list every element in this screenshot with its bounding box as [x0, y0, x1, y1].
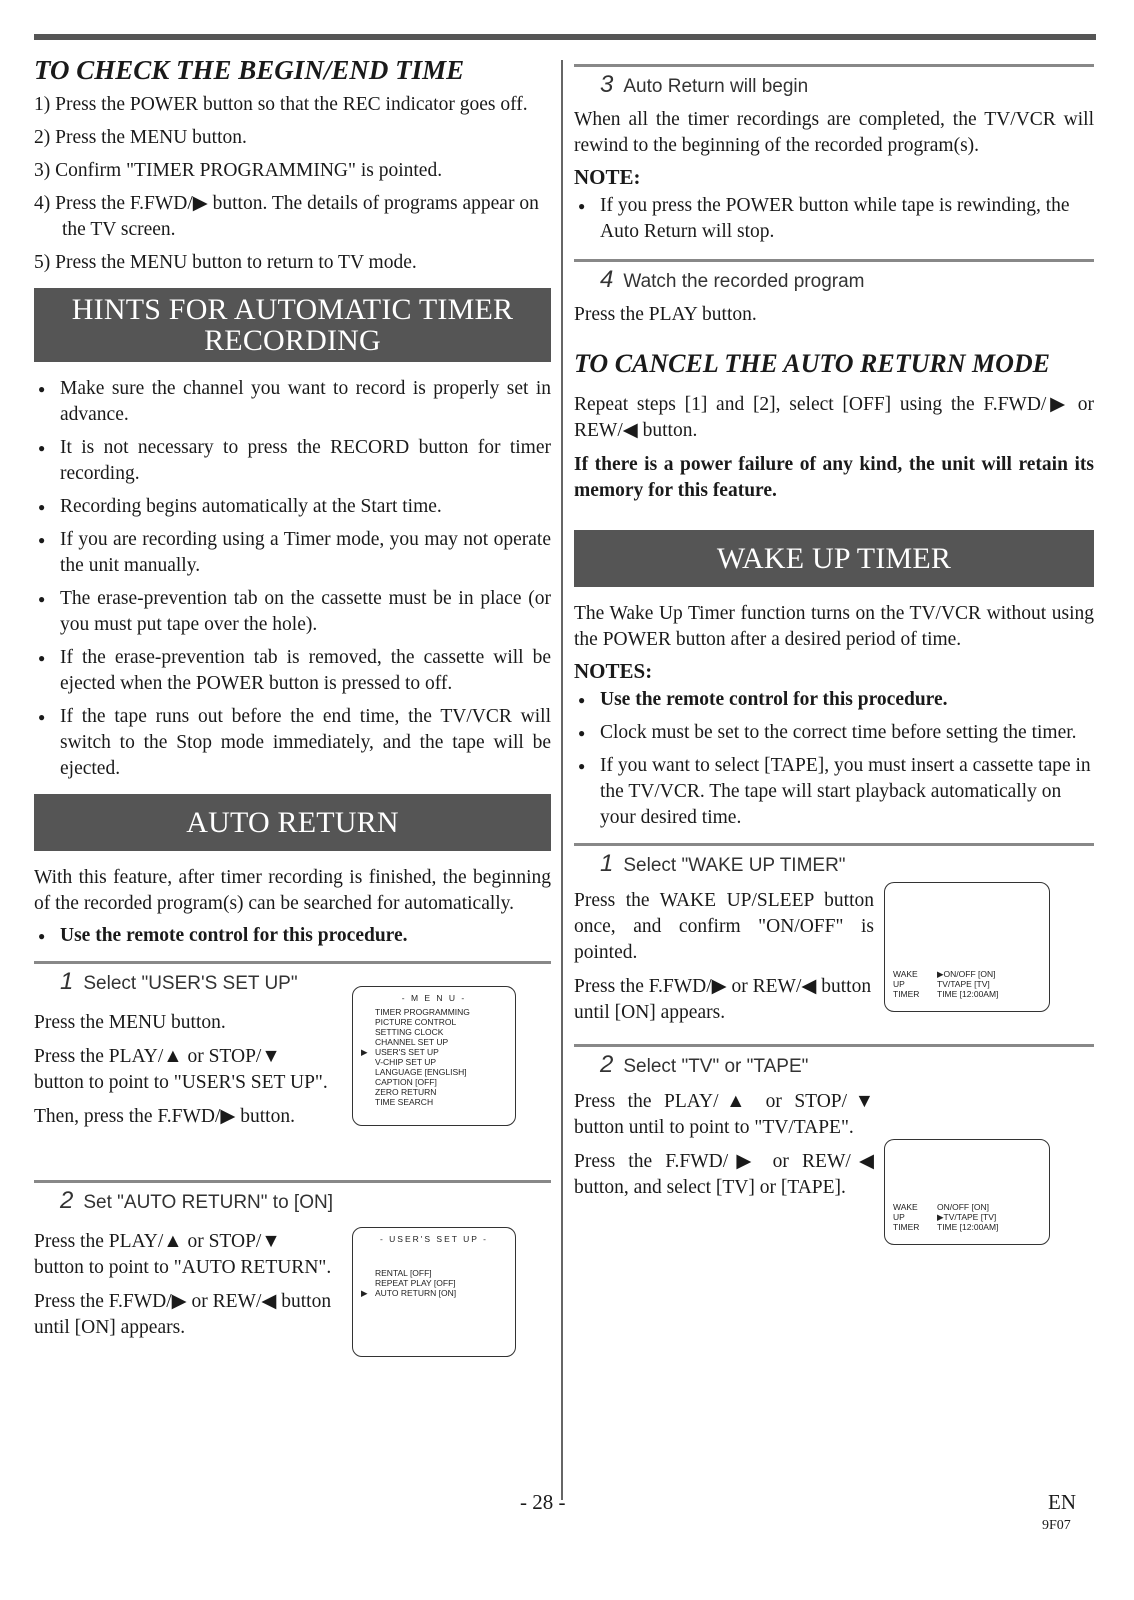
users-setup-screen [352, 1227, 516, 1357]
step-body [34, 1217, 551, 1367]
screen-item: CHANNEL SET UP [375, 1037, 449, 1047]
list-item: ● If you press the POWER button while tape is rewinding, the Auto Return will stop. [574, 193, 1094, 245]
list-item: 4) Press the F.FWD/▶ button. The details of programs appear on the TV screen. [34, 193, 539, 240]
wake-up-notes [574, 687, 1094, 831]
list-item: ● If the tape runs out before the end time, the TV/VCR will switch to the Stop mode immediately, and the tape will be ejected. [34, 704, 551, 782]
step-text: Press the PLAY/▲ or STOP/▼ button to point to "AUTO RETURN". [34, 1231, 332, 1278]
list-item: 2) Press the MENU button. [34, 127, 247, 148]
step-number: 4 [600, 266, 614, 293]
left-column [34, 56, 551, 1367]
list-item: 5) Press the MENU button to return to TV mode. [34, 252, 417, 273]
step-number: 2 [60, 1187, 74, 1214]
auto-return-step-2 [34, 1180, 551, 1367]
screen-item: REPEAT PLAY [OFF] [375, 1278, 456, 1288]
screen-label: WAKE UP TIMER [893, 969, 920, 999]
list-item: ● Use the remote control for this procedure. [574, 687, 1094, 713]
step-heading [574, 266, 1094, 296]
wake-up-banner: WAKE UP TIMER [574, 530, 1094, 587]
step-heading [574, 71, 1094, 101]
step-text: Then, press the F.FWD/▶ button. [34, 1106, 295, 1127]
screen-title: - USER'S SET UP - [379, 1234, 489, 1244]
step-title: Select "TV" or "TAPE" [623, 1056, 809, 1077]
screen-item: TV/TAPE [TV] [937, 979, 990, 989]
list-item: ● If the erase-prevention tab is removed, the cassette will be ejected when the POWER button is pressed to off. [34, 645, 551, 697]
step-text: Press the PLAY/▲ or STOP/▼ button to point to "USER'S SET UP". [34, 1046, 328, 1093]
wake-up-step-1 [574, 843, 1094, 1044]
step-number: 1 [60, 968, 74, 995]
screen-item: SETTING CLOCK [375, 1027, 444, 1037]
auto-return-step-3 [574, 64, 1094, 245]
screen-item: TIME [12:00AM] [937, 989, 999, 999]
auto-return-intro: With this feature, after timer recording is finished, the beginning of the recorded program(s) can be searched for automatically. [34, 867, 551, 914]
screen-item: PICTURE CONTROL [375, 1017, 457, 1027]
list-item: ● Recording begins automatically at the Start time. [34, 494, 551, 520]
hints-banner: HINTS FOR AUTOMATIC TIMER RECORDING [34, 288, 551, 362]
notes-label: NOTES: [574, 659, 653, 683]
screen-item: ▶ON/OFF [ON] [937, 969, 996, 979]
right-column [574, 56, 1094, 1251]
screen-item: TIME SEARCH [375, 1097, 434, 1107]
step-3-notes [574, 193, 1094, 245]
step-text: Press the WAKE UP/SLEEP button once, and confirm "ON/OFF" is pointed. [574, 890, 874, 963]
language-code: EN [1048, 1490, 1076, 1514]
page-number: - 28 - [520, 1490, 566, 1514]
step-text: Press the F.FWD/▶ or REW/◀ button until [ON] appears. [574, 976, 872, 1023]
list-item: ● Clock must be set to the correct time before setting the timer. [574, 720, 1094, 746]
step-text: When all the timer recordings are completed, the TV/VCR will rewind to the beginning of the recorded program(s). [574, 109, 1094, 156]
list-item: ● If you are recording using a Timer mode, you may not operate the unit manually. [34, 527, 551, 579]
menu-screen [352, 986, 516, 1126]
hints-list [34, 376, 551, 782]
wake-up-screen-1 [884, 882, 1050, 1012]
step-text: Press the PLAY button. [574, 304, 757, 325]
auto-return-step-1 [34, 961, 551, 1180]
screen-item-label: AUTO RETURN [ON] [375, 1288, 457, 1298]
cancel-section-title: TO CANCEL THE AUTO RETURN MODE [574, 349, 1051, 378]
screen-item: ON/OFF [ON] [937, 1202, 989, 1212]
step-number: 1 [600, 850, 614, 877]
screen-item: ZERO RETURN [375, 1087, 437, 1097]
step-title: Watch the recorded program [623, 271, 865, 292]
step-number: 2 [600, 1051, 614, 1078]
step-text: Press the PLAY/▲ or STOP/▼ button until to point to "TV/TAPE". [574, 1091, 874, 1138]
pointer-icon: ▶ [361, 1288, 368, 1298]
screen-label: WAKE UP TIMER [893, 1202, 920, 1232]
step-text: Press the F.FWD/▶ or REW/◀ button, and select [TV] or [TAPE]. [574, 1151, 874, 1198]
wake-up-screen-2 [884, 1139, 1050, 1245]
top-rule [34, 34, 1096, 40]
screen-item: ▶TV/TAPE [TV] [937, 1212, 997, 1222]
screen-item-selected [353, 1047, 515, 1057]
screen-item: V-CHIP SET UP [375, 1057, 437, 1067]
step-title: Select "WAKE UP TIMER" [623, 855, 846, 876]
list-item: 1) Press the POWER button so that the REC indicator goes off. [34, 94, 528, 115]
step-number: 3 [600, 71, 614, 98]
cancel-bold-note: If there is a power failure of any kind, the unit will retain its memory for this feature. [574, 454, 1094, 501]
step-heading [574, 850, 1094, 880]
pointer-icon: ▶ [361, 1047, 368, 1057]
auto-return-notes [34, 923, 551, 949]
check-steps [34, 92, 551, 276]
screen-item: RENTAL [OFF] [375, 1268, 432, 1278]
step-heading [574, 1051, 1094, 1081]
list-item: 3) Confirm "TIMER PROGRAMMING" is pointed. [34, 160, 443, 181]
model-code: 9F07 [1042, 1518, 1071, 1533]
screen-item-selected [353, 1288, 515, 1298]
wake-up-step-2 [574, 1044, 1094, 1251]
screen-title: - M E N U - [401, 993, 467, 1003]
step-text: Press the MENU button. [34, 1012, 226, 1033]
step-body [574, 880, 1094, 1044]
cancel-text: Repeat steps [1] and [2], select [OFF] using the F.FWD/▶ or REW/◀ button. [574, 394, 1094, 441]
list-item: ● It is not necessary to press the RECORD button for timer recording. [34, 435, 551, 487]
screen-item: TIME [12:00AM] [937, 1222, 999, 1232]
step-title: Select "USER'S SET UP" [83, 973, 298, 994]
screen-item: CAPTION [OFF] [375, 1077, 437, 1087]
step-title: Auto Return will begin [623, 76, 809, 97]
auto-return-step-4 [574, 259, 1094, 328]
check-section-title: TO CHECK THE BEGIN/END TIME [34, 55, 465, 85]
wake-up-intro: The Wake Up Timer function turns on the TV/VCR without using the POWER button after a desired period of time. [574, 603, 1094, 650]
step-text: Press the F.FWD/▶ or REW/◀ button until [ON] appears. [34, 1291, 332, 1338]
list-item: ● If you want to select [TAPE], you must insert a cassette tape in the TV/VCR. The tape will start playback automatically on your desired time. [574, 753, 1094, 831]
step-body [34, 993, 551, 1180]
auto-return-banner: AUTO RETURN [34, 794, 551, 851]
remote-note: ● Use the remote control for this procedure. [34, 923, 551, 949]
list-item: ● The erase-prevention tab on the cassette must be in place (or you must put tape over the hole). [34, 586, 551, 638]
step-heading [34, 1187, 551, 1217]
step-body [574, 1081, 1094, 1251]
screen-item-label: USER'S SET UP [375, 1047, 439, 1057]
note-label: NOTE: [574, 165, 641, 189]
list-item: ● Make sure the channel you want to record is properly set in advance. [34, 376, 551, 428]
screen-item: LANGUAGE [ENGLISH] [375, 1067, 467, 1077]
column-divider [561, 60, 563, 1500]
screen-item: TIMER PROGRAMMING [375, 1007, 470, 1017]
step-title: Set "AUTO RETURN" to [ON] [83, 1192, 333, 1213]
